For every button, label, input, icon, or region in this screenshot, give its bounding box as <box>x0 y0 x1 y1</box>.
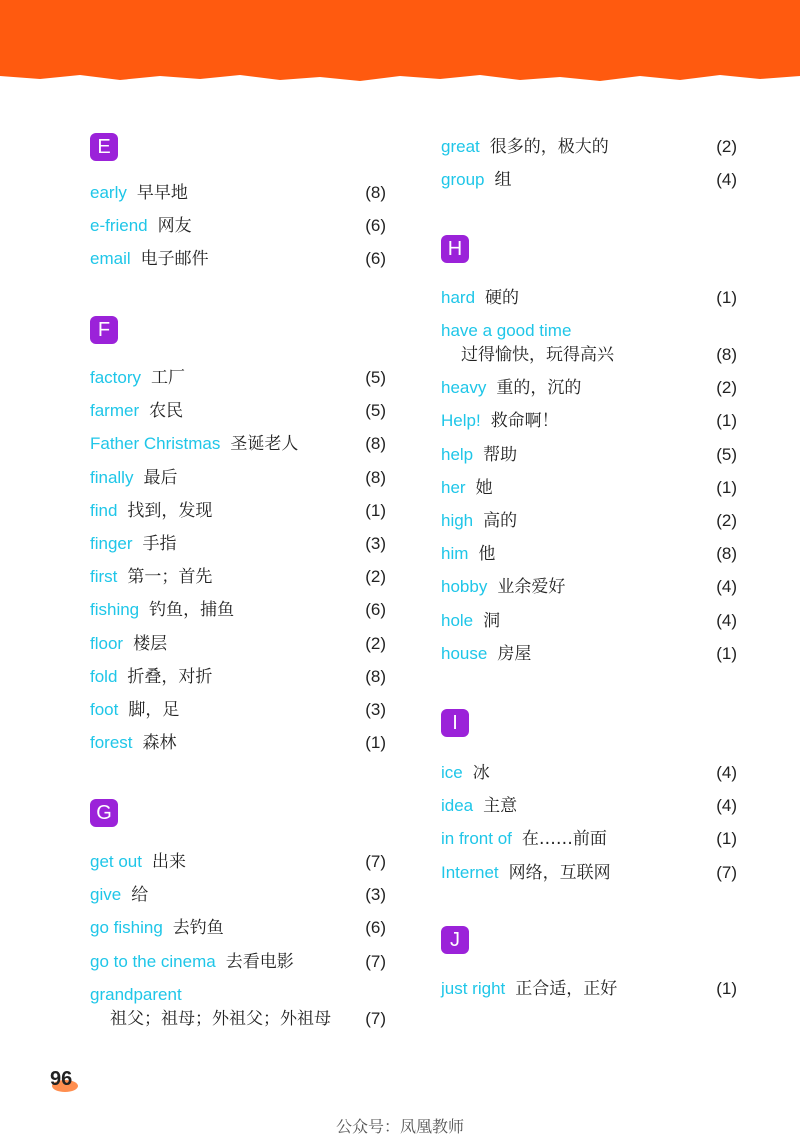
letter-badge: F <box>90 316 118 344</box>
entry-meaning: 重的，沉的 <box>496 378 582 399</box>
entry-word: him <box>441 544 469 564</box>
entry-unit: (4) <box>716 170 737 190</box>
entry-word: ice <box>441 763 463 782</box>
entry-unit: (1) <box>716 411 737 431</box>
list-item <box>441 610 737 643</box>
entry-word: early <box>90 183 127 202</box>
list-item <box>90 951 386 984</box>
list-item <box>441 862 737 895</box>
entry-word: e-friend <box>90 216 148 236</box>
entry-word: give <box>90 885 122 905</box>
entry-meaning: 网友 <box>157 216 192 237</box>
entry-unit: (1) <box>365 733 386 753</box>
entry-meaning: 主意 <box>483 796 518 817</box>
entry-word: great <box>441 137 480 156</box>
list-item <box>90 367 386 400</box>
entry-word: help <box>441 444 474 464</box>
section-i <box>441 709 737 895</box>
entry-word: fold <box>90 666 118 686</box>
list-item <box>90 984 386 1041</box>
list-item <box>90 400 386 433</box>
entry-unit: (1) <box>716 643 737 663</box>
entry-unit: (7) <box>365 1008 386 1028</box>
letter-badge: H <box>441 235 469 263</box>
entry-word: house <box>441 643 488 663</box>
entry-meaning: 电子邮件 <box>140 249 209 270</box>
list-item <box>441 828 737 861</box>
entry-meaning: 工厂 <box>151 368 186 388</box>
entry-meaning: 网络，互联网 <box>508 862 611 883</box>
list-item <box>90 533 386 566</box>
list-item <box>90 500 386 533</box>
list-item <box>441 543 737 576</box>
entry-meaning: 楼层 <box>133 633 168 654</box>
entry-unit: (1) <box>716 829 737 849</box>
entry-unit: (8) <box>365 666 386 686</box>
entry-word: Internet <box>441 862 499 882</box>
torn-edge <box>0 70 800 84</box>
entry-word: her <box>441 477 466 497</box>
entry-meaning: 手指 <box>142 533 177 554</box>
entry-unit: (6) <box>365 249 386 269</box>
list-item <box>441 978 737 1011</box>
entry-meaning: 农民 <box>149 401 184 422</box>
entry-unit: (6) <box>365 918 386 938</box>
list-item <box>441 762 737 795</box>
entry-word: farmer <box>90 401 140 421</box>
entry-meaning: 业余爱好 <box>497 577 566 598</box>
entry-word: finger <box>90 533 133 553</box>
entry-meaning: 帮助 <box>483 444 518 465</box>
entry-word: first <box>90 567 118 587</box>
list-item <box>441 410 737 443</box>
entry-word: finally <box>90 467 134 487</box>
section-f <box>90 316 386 765</box>
entry-unit: (4) <box>716 610 737 630</box>
list-item <box>441 510 737 543</box>
entry-meaning: 祖父；祖母；外祖父；外祖母 <box>110 1008 331 1029</box>
section-e <box>90 133 386 282</box>
list-item <box>90 433 386 466</box>
entry-unit: (2) <box>716 378 737 398</box>
entry-unit: (8) <box>365 434 386 454</box>
entry-unit: (3) <box>365 699 386 719</box>
entry-meaning: 早早地 <box>136 183 188 203</box>
entry-word: go fishing <box>90 918 163 938</box>
list-item <box>441 795 737 828</box>
entry-unit: (1) <box>716 288 737 307</box>
entry-meaning: 硬的 <box>485 288 520 308</box>
entry-meaning: 房屋 <box>497 643 532 664</box>
entry-unit: (5) <box>365 401 386 421</box>
entry-meaning: 组 <box>494 170 512 191</box>
entry-meaning: 高的 <box>483 510 518 531</box>
page-number: 96 <box>50 1068 73 1090</box>
list-item <box>90 467 386 500</box>
entry-word: get out <box>90 852 142 871</box>
entry-word: just right <box>441 979 506 998</box>
footer-watermark: 公众号：凤凰教师 <box>335 1117 464 1136</box>
list-item <box>90 884 386 917</box>
entry-meaning: 给 <box>131 885 149 906</box>
section-g-continued <box>441 136 737 202</box>
entry-meaning: 折叠，对折 <box>127 666 213 687</box>
entry-meaning: 圣诞老人 <box>230 434 299 455</box>
entry-meaning: 冰 <box>472 763 490 783</box>
entry-word: find <box>90 500 118 520</box>
entry-meaning: 过得愉快，玩得高兴 <box>461 345 614 366</box>
entry-word: factory <box>90 368 142 387</box>
entry-unit: (8) <box>365 183 386 202</box>
entry-unit: (5) <box>716 444 737 464</box>
entry-word: hard <box>441 288 476 307</box>
entry-unit: (1) <box>716 979 737 998</box>
section-h <box>441 235 737 676</box>
list-item <box>90 182 386 215</box>
list-item <box>90 215 386 248</box>
entry-meaning: 在……前面 <box>521 829 607 850</box>
entry-meaning: 他 <box>478 544 496 565</box>
entry-unit: (3) <box>365 533 386 553</box>
entry-meaning: 正合适，正好 <box>515 979 618 999</box>
section-j <box>441 926 737 1011</box>
list-item <box>90 851 386 884</box>
list-item <box>90 917 386 950</box>
list-item <box>441 477 737 510</box>
entry-word: in front of <box>441 829 512 849</box>
entry-word: hole <box>441 610 474 630</box>
letter-badge: G <box>90 799 118 827</box>
entry-meaning: 找到，发现 <box>127 500 213 521</box>
list-item <box>441 287 737 320</box>
entry-unit: (2) <box>365 633 386 653</box>
entry-word: forest <box>90 733 133 753</box>
section-g <box>90 799 386 1041</box>
entry-unit: (1) <box>365 500 386 520</box>
list-item <box>441 444 737 477</box>
entry-unit: (5) <box>365 368 386 387</box>
letter-badge: J <box>441 926 469 954</box>
entry-word: hobby <box>441 577 488 597</box>
entry-unit: (2) <box>716 510 737 530</box>
entry-unit: (4) <box>716 577 737 597</box>
list-item <box>90 666 386 699</box>
entry-meaning: 去看电影 <box>225 951 294 972</box>
entry-word: group <box>441 170 485 190</box>
list-item <box>441 169 737 202</box>
entry-word: email <box>90 249 131 269</box>
entry-unit: (6) <box>365 600 386 620</box>
entry-word: floor <box>90 633 124 653</box>
entry-word: go to the cinema <box>90 951 216 971</box>
entry-unit: (8) <box>365 467 386 487</box>
entry-unit: (7) <box>365 951 386 971</box>
list-item <box>90 699 386 732</box>
entry-unit: (4) <box>716 796 737 816</box>
list-item <box>441 377 737 410</box>
entry-word: high <box>441 510 474 530</box>
entry-unit: (2) <box>716 137 737 156</box>
list-item <box>90 248 386 281</box>
entry-meaning: 救命啊！ <box>490 411 559 432</box>
letter-badge: I <box>441 709 469 737</box>
header-band <box>0 0 800 74</box>
entry-word: fishing <box>90 600 140 620</box>
entry-unit: (8) <box>716 345 737 365</box>
entry-meaning: 出来 <box>152 852 186 872</box>
entry-word: have a good time <box>441 321 572 341</box>
entry-meaning: 脚，足 <box>128 699 180 720</box>
entry-unit: (8) <box>716 544 737 564</box>
entry-unit: (2) <box>365 567 386 587</box>
entry-meaning: 最后 <box>143 467 178 488</box>
entry-word: idea <box>441 796 474 816</box>
entry-word: heavy <box>441 378 487 398</box>
entry-meaning: 她 <box>475 477 493 498</box>
list-item <box>441 643 737 676</box>
entry-word: Help! <box>441 411 481 431</box>
entry-word: Father Christmas <box>90 434 221 454</box>
list-item <box>90 732 386 765</box>
entry-meaning: 去钓鱼 <box>172 918 224 939</box>
list-item <box>90 633 386 666</box>
entry-word: grandparent <box>90 984 182 1004</box>
letter-badge: E <box>90 133 118 161</box>
entry-word: foot <box>90 699 119 719</box>
list-item <box>90 599 386 632</box>
entry-unit: (3) <box>365 885 386 905</box>
entry-meaning: 钓鱼，捕鱼 <box>149 600 235 621</box>
list-item <box>441 320 737 377</box>
entry-unit: (6) <box>365 216 386 236</box>
entry-meaning: 森林 <box>142 733 177 754</box>
entry-unit: (7) <box>365 852 386 871</box>
entry-unit: (7) <box>716 862 737 882</box>
entry-meaning: 第一；首先 <box>127 567 213 588</box>
list-item <box>90 566 386 599</box>
entry-meaning: 很多的，极大的 <box>489 137 609 157</box>
list-item <box>441 136 737 169</box>
entry-unit: (4) <box>716 763 737 782</box>
entry-unit: (1) <box>716 477 737 497</box>
entry-meaning: 洞 <box>483 610 501 631</box>
list-item <box>441 576 737 609</box>
